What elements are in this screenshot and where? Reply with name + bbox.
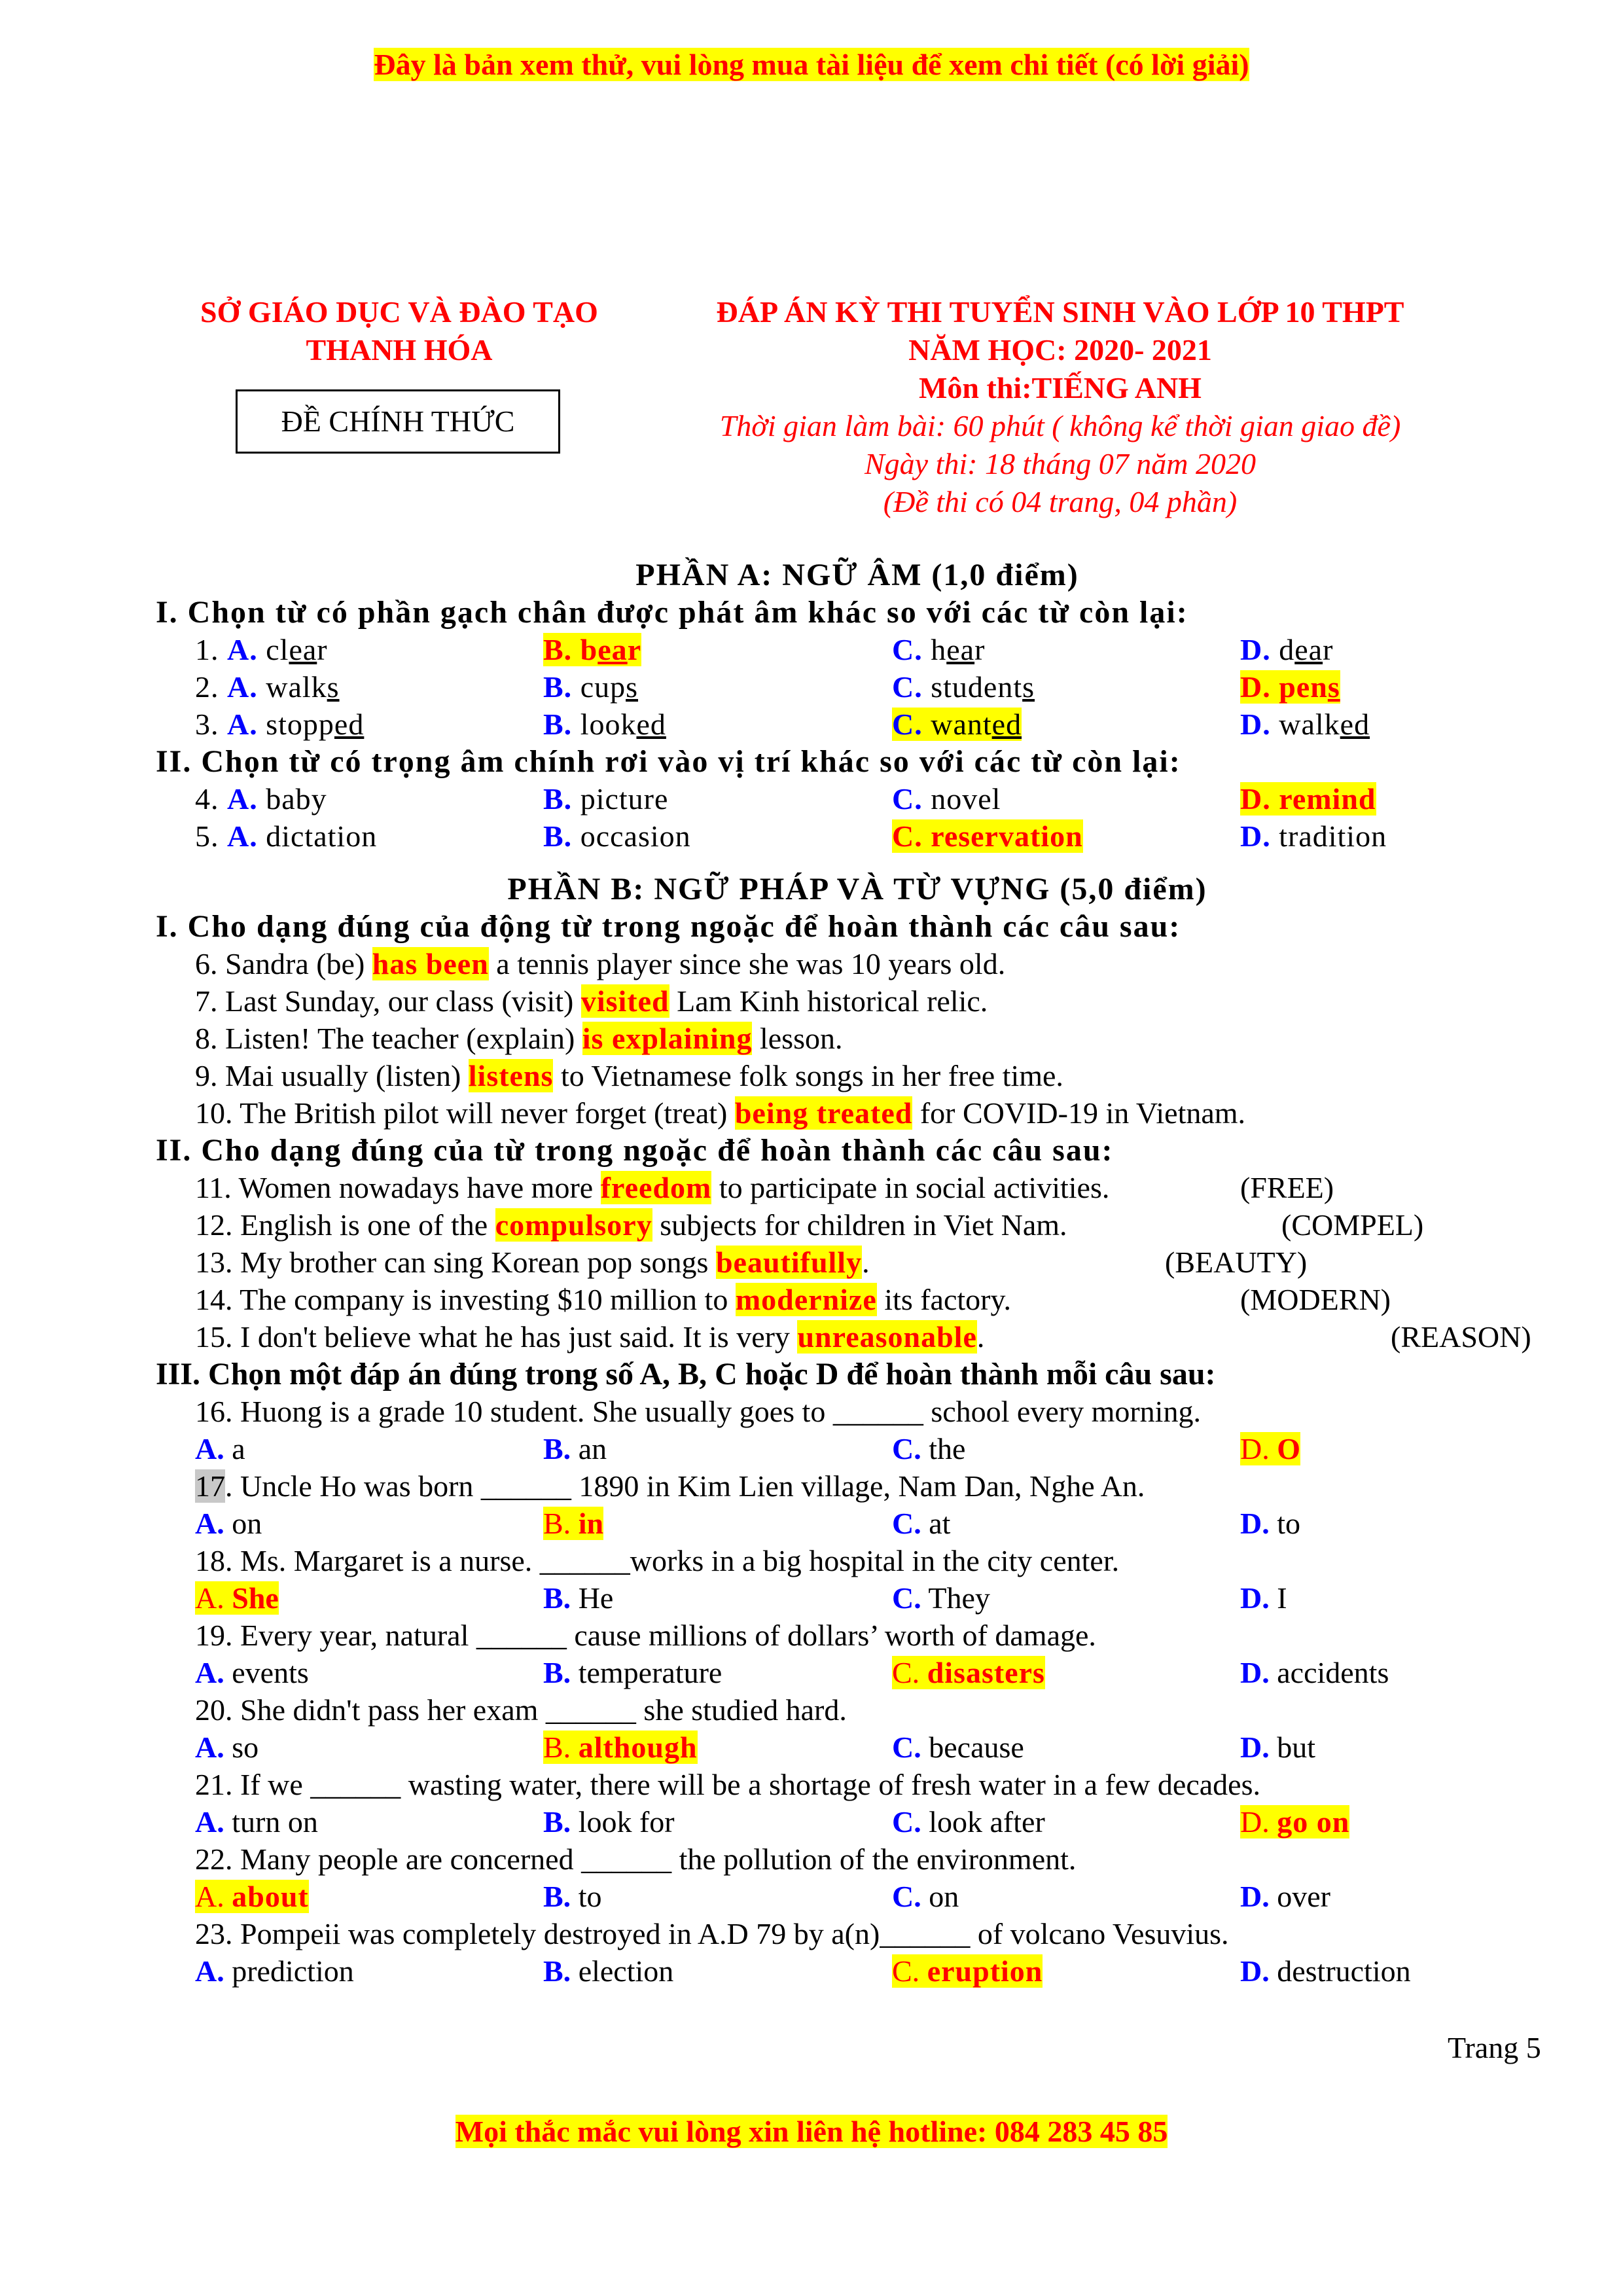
- q14-root-word: (MODERN): [1240, 1283, 1391, 1316]
- exam-title: ĐÁP ÁN KỲ THI TUYỂN SINH VÀO LỚP 10 THPT: [716, 295, 1404, 329]
- q21-text: 21. If we ______ wasting water, there will be a shortage of fresh water in a few decades.: [195, 1768, 1260, 1801]
- q23-option-c: C. eruption: [892, 1954, 1043, 1988]
- q18-text: 18. Ms. Margaret is a nurse. ______works in a big hospital in the city center.: [195, 1544, 1120, 1577]
- q16-text: 16. Huong is a grade 10 student. She usually goes to ______ school every morning.: [195, 1395, 1201, 1428]
- page-number: Trang 5: [1448, 2031, 1541, 2064]
- q18-option-d: D. I: [1240, 1581, 1287, 1615]
- q1-option-a: 1. A. clear: [195, 633, 328, 666]
- q22-option-b: B. to: [543, 1880, 602, 1913]
- q15-root-word: (REASON): [1391, 1320, 1531, 1354]
- q5-option-c: C. reservation: [892, 819, 1083, 853]
- page-count-note: (Đề thi có 04 trang, 04 phần): [883, 485, 1238, 518]
- q3-option-a: 3. A. stopped: [195, 708, 365, 741]
- q23-text: 23. Pompeii was completely destroyed in A.D 79 by a(n)______ of volcano Vesuvius.: [195, 1917, 1229, 1950]
- q13: 13. My brother can sing Korean pop songs beautifully.: [195, 1246, 870, 1279]
- q22-option-c: C. on: [892, 1880, 959, 1913]
- q17-option-a: A. on: [195, 1507, 262, 1540]
- q5-option-a: 5. A. dictation: [195, 819, 378, 853]
- q19-option-a: A. events: [195, 1656, 309, 1689]
- q20-text: 20. She didn't pass her exam ______ she studied hard.: [195, 1693, 847, 1727]
- q20-option-b: B. although: [543, 1731, 698, 1764]
- q21-option-d: D. go on: [1240, 1805, 1350, 1839]
- q11: 11. Women nowadays have more freedom to participate in social activities.: [195, 1171, 1110, 1204]
- q23-option-a: A. prediction: [195, 1954, 354, 1988]
- q19-option-b: B. temperature: [543, 1656, 722, 1689]
- q3-option-d: D. walked: [1240, 708, 1370, 741]
- preview-banner: Đây là bản xem thử, vui lòng mua tài liệu để xem chi tiết (có lời giải): [374, 48, 1249, 81]
- q23-option-b: B. election: [543, 1954, 674, 1988]
- q19-text: 19. Every year, natural ______ cause millions of dollars’ worth of damage.: [195, 1619, 1096, 1652]
- q8: 8. Listen! The teacher (explain) is explaining lesson.: [195, 1022, 843, 1055]
- q4-option-c: C. novel: [892, 782, 1001, 816]
- q12-root-word: (COMPEL): [1281, 1208, 1424, 1242]
- q2-option-d: D. pens: [1240, 670, 1340, 704]
- q3-option-b: B. looked: [543, 708, 666, 741]
- q23-option-d: D. destruction: [1240, 1954, 1411, 1988]
- q22-option-d: D. over: [1240, 1880, 1330, 1913]
- q18-option-c: C. They: [892, 1581, 990, 1615]
- part-b-title: PHẦN B: NGỮ PHÁP VÀ TỪ VỰNG (5,0 điểm): [507, 872, 1207, 906]
- q14: 14. The company is investing $10 million to modernize its factory.: [195, 1283, 1011, 1316]
- q22-text: 22. Many people are concerned ______ the pollution of the environment.: [195, 1842, 1077, 1876]
- q2-option-b: B. cups: [543, 670, 639, 704]
- q13-root-word: (BEAUTY): [1165, 1246, 1308, 1279]
- official-exam-box: ĐỀ CHÍNH THỨC: [236, 389, 560, 454]
- part-b-section-2: II. Cho dạng đúng của từ trong ngoặc để hoàn thành các câu sau:: [156, 1133, 1114, 1168]
- exam-date: Ngày thi: 18 tháng 07 năm 2020: [865, 447, 1256, 480]
- part-b-section-3: III. Chọn một đáp án đúng trong số A, B, C hoặc D để hoàn thành mỗi câu sau:: [156, 1357, 1216, 1391]
- q4-option-b: B. picture: [543, 782, 669, 816]
- q20-option-a: A. so: [195, 1731, 259, 1764]
- q1-option-d: D. dear: [1240, 633, 1334, 666]
- q20-option-c: C. because: [892, 1731, 1024, 1764]
- q3-option-c: C. wanted: [892, 708, 1022, 741]
- q16-option-d: D. O: [1240, 1432, 1301, 1465]
- q21-option-b: B. look for: [543, 1805, 675, 1839]
- q1-option-b: B. bear: [543, 633, 642, 666]
- q16-option-a: A. a: [195, 1432, 245, 1465]
- q1-option-c: C. hear: [892, 633, 986, 666]
- part-a-title: PHẦN A: NGỮ ÂM (1,0 điểm): [635, 558, 1079, 592]
- q11-root-word: (FREE): [1240, 1171, 1334, 1204]
- subject: Môn thi:TIẾNG ANH: [919, 371, 1202, 404]
- q5-option-d: D. tradition: [1240, 819, 1387, 853]
- q16-option-b: B. an: [543, 1432, 607, 1465]
- q17-text: 17. Uncle Ho was born ______ 1890 in Kim Lien village, Nam Dan, Nghe An.: [195, 1469, 1145, 1503]
- q16-option-c: C. the: [892, 1432, 966, 1465]
- part-a-section-1: I. Chọn từ có phần gạch chân được phát âm khác so với các từ còn lại:: [156, 595, 1188, 630]
- q15: 15. I don't believe what he has just said. It is very unreasonable.: [195, 1320, 985, 1354]
- q18-option-b: B. He: [543, 1581, 614, 1615]
- q17-option-b: B. in: [543, 1507, 604, 1540]
- q5-option-b: B. occasion: [543, 819, 691, 853]
- q12: 12. English is one of the compulsory subjects for children in Viet Nam.: [195, 1208, 1067, 1242]
- q2-option-c: C. students: [892, 670, 1035, 704]
- exam-header: [628, 293, 1492, 521]
- q6: 6. Sandra (be) has been a tennis player since she was 10 years old.: [195, 947, 1006, 980]
- q10: 10. The British pilot will never forget (treat) being treated for COVID-19 in Vietnam.: [195, 1096, 1246, 1130]
- q19-option-d: D. accidents: [1240, 1656, 1389, 1689]
- q20-option-d: D. but: [1240, 1731, 1316, 1764]
- q4-option-d: D. remind: [1240, 782, 1376, 816]
- q21-option-c: C. look after: [892, 1805, 1045, 1839]
- q21-option-a: A. turn on: [195, 1805, 318, 1839]
- exam-duration: Thời gian làm bài: 60 phút ( không kể thời gian giao đề): [719, 409, 1401, 442]
- q19-option-c: C. disasters: [892, 1656, 1045, 1689]
- q17-option-c: C. at: [892, 1507, 951, 1540]
- q2-option-a: 2. A. walks: [195, 670, 340, 704]
- hotline-banner: Mọi thắc mắc vui lòng xin liên hệ hotline: 084 283 45 85: [455, 2115, 1168, 2148]
- part-b-section-1: I. Cho dạng đúng của động từ trong ngoặc để hoàn thành các câu sau:: [156, 909, 1181, 944]
- department-name: SỞ GIÁO DỤC VÀ ĐÀO TẠO THANH HÓA: [200, 295, 598, 367]
- part-a-section-2: II. Chọn từ có trọng âm chính rơi vào vị trí khác so với các từ còn lại:: [156, 744, 1181, 779]
- q7: 7. Last Sunday, our class (visit) visited Lam Kinh historical relic.: [195, 984, 988, 1018]
- q4-option-a: 4. A. baby: [195, 782, 327, 816]
- q22-option-a: A. about: [195, 1880, 309, 1913]
- q17-option-d: D. to: [1240, 1507, 1301, 1540]
- q18-option-a: A. She: [195, 1581, 279, 1615]
- q9: 9. Mai usually (listen) listens to Vietnamese folk songs in her free time.: [195, 1059, 1063, 1092]
- school-year: NĂM HỌC: 2020- 2021: [908, 333, 1212, 367]
